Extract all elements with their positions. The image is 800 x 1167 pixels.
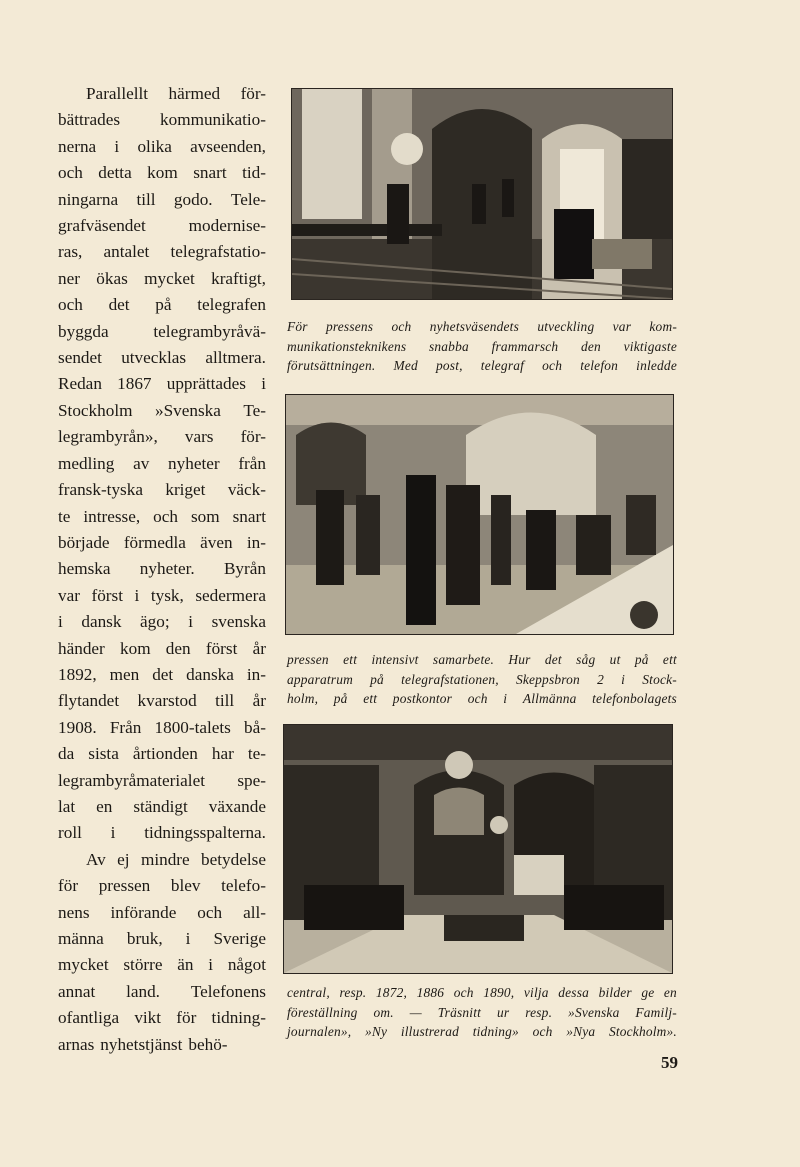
figure-caption-1 xyxy=(287,317,677,376)
text-line: Stockholm »Svenska Te- xyxy=(58,400,266,420)
text-line: ningarna till godo. Tele- xyxy=(58,189,266,209)
caption-line: föreställning om. — Träsnitt ur resp. »Svenska Familj- xyxy=(287,1004,677,1020)
woodcut-telegraph-room xyxy=(291,88,673,300)
text-line: Redan 1867 upprättades i xyxy=(58,374,266,394)
text-line: Av ej mindre betydelse xyxy=(86,849,266,869)
text-line: i dansk ägo; i svenska xyxy=(58,612,266,632)
text-line: händer kom den först år xyxy=(58,638,266,658)
text-line: roll i tidningsspalterna. xyxy=(58,823,266,843)
text-line: var först i tysk, sedermera xyxy=(58,585,266,605)
text-line: annat land. Telefonens xyxy=(58,981,266,1001)
text-line: Parallellt härmed för- xyxy=(86,84,266,103)
caption-line: munikationsteknikens snabba frammarsch den viktigaste xyxy=(287,338,677,354)
text-line: te intresse, och som snart xyxy=(58,506,266,526)
caption-line: förutsättningen. Med post, telegraf och telefon inledde xyxy=(287,358,677,373)
text-line: legrambyråmaterialet spe- xyxy=(58,770,266,790)
figure-caption-3 xyxy=(287,983,677,1042)
text-line: sendet utvecklas alltmera. xyxy=(58,348,266,368)
text-line: ner ökas mycket kraftigt, xyxy=(58,268,266,288)
text-line: 1892, men det danska in- xyxy=(58,664,266,684)
woodcut-post-office xyxy=(285,394,674,635)
text-line: och det på telegrafen xyxy=(58,295,266,315)
text-line: legrambyrån», vars för- xyxy=(58,427,266,447)
body-text-column xyxy=(58,81,266,1058)
text-line: männa bruk, i Sverige xyxy=(58,929,266,948)
text-line: grafväsendet modernise- xyxy=(58,216,266,236)
text-line: byggda telegrambyråvä- xyxy=(58,321,266,341)
text-line: ofantliga vikt för tidning- xyxy=(58,1008,266,1028)
text-line: ras, antalet telegrafstatio- xyxy=(58,242,266,262)
caption-line: holm, på ett postkontor och i Allmänna telefonbolagets xyxy=(287,691,677,706)
figure-caption-2 xyxy=(287,650,677,709)
caption-line: apparatrum på telegrafstationen, Skeppsbron 2 i Stock- xyxy=(287,671,677,687)
text-line: mycket större än i något xyxy=(58,955,266,975)
text-line: hemska nyheter. Byrån xyxy=(58,559,266,579)
woodcut-telephone-exchange xyxy=(283,724,673,974)
text-line: började förmedla även in- xyxy=(58,532,266,552)
caption-line: journalen», »Ny illustrerad tidning» och »Nya Stockholm». xyxy=(287,1024,677,1039)
text-line: arnas nyhetstjänst behö- xyxy=(58,1034,228,1054)
text-line: för pressen blev telefo- xyxy=(58,876,266,896)
text-line: medling av nyheter från xyxy=(58,453,266,473)
text-line: och detta kom snart tid- xyxy=(58,163,266,183)
page-number: 59 xyxy=(661,1053,678,1072)
text-line: nens införande och all- xyxy=(58,902,266,922)
text-line: nerna i olika avseenden, xyxy=(58,136,266,156)
text-line: flytandet kvarstod till år xyxy=(58,691,266,711)
caption-line: central, resp. 1872, 1886 och 1890, vilja dessa bilder ge en xyxy=(287,985,677,1000)
text-line: da sista årtionden har te- xyxy=(58,744,266,764)
text-line: 1908. Från 1800-talets bå- xyxy=(58,717,266,737)
caption-line: pressen ett intensivt samarbete. Hur det såg ut på ett xyxy=(287,652,677,667)
text-line: bättrades kommunikatio- xyxy=(58,110,266,130)
text-line: lat en ständigt växande xyxy=(58,796,266,816)
text-line: fransk-tyska kriget väck- xyxy=(58,480,266,500)
caption-line: För pressens och nyhetsväsendets utveckling var kom- xyxy=(287,319,677,334)
